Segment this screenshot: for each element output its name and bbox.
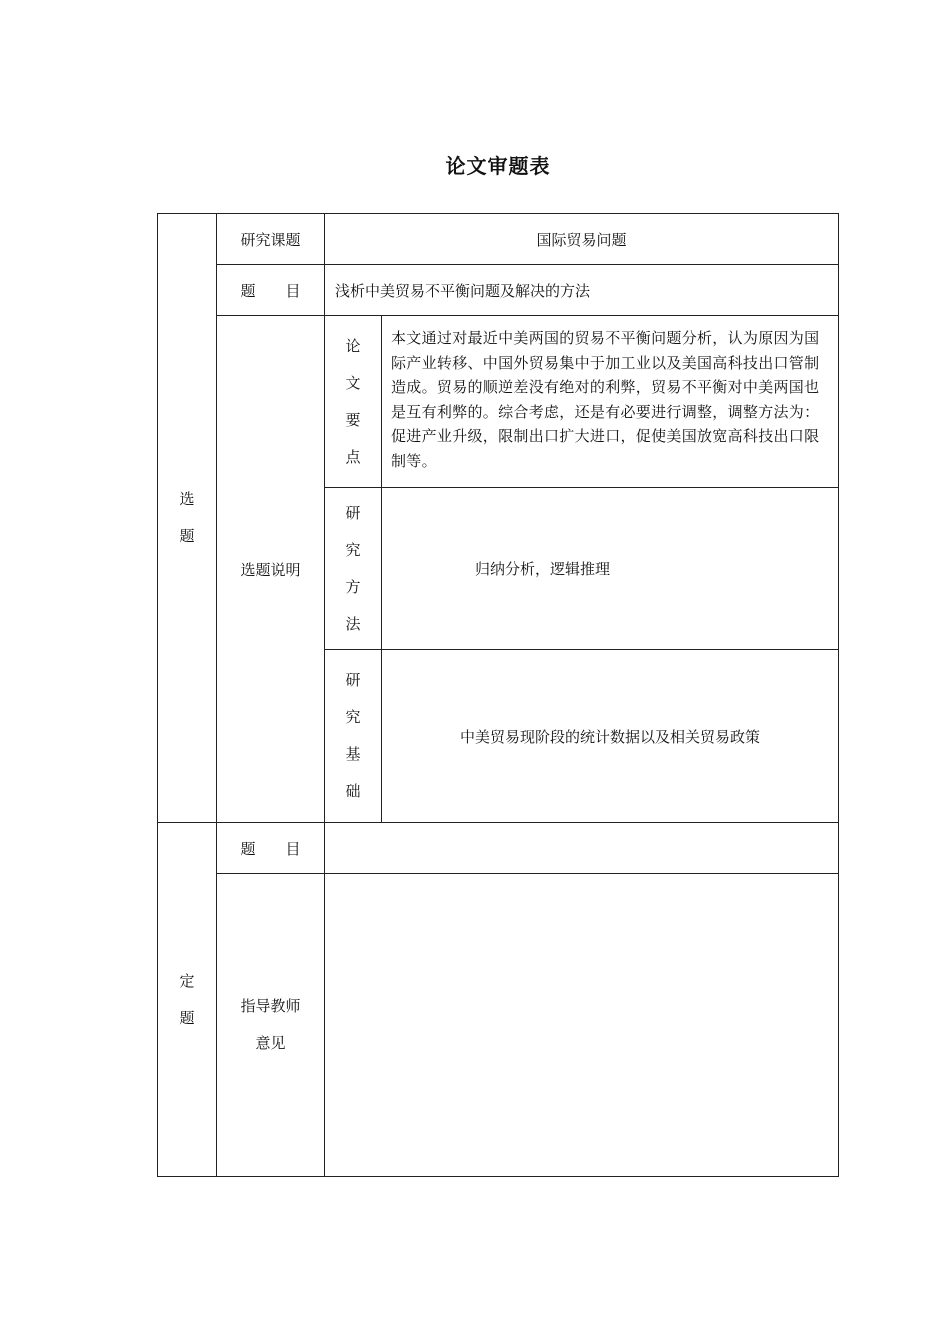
research-topic-row (158, 214, 839, 265)
advisor-label-line2: 意见 (255, 1034, 286, 1052)
final-subject-value (325, 823, 839, 874)
method-label-cell (325, 488, 382, 650)
advisor-opinion-value (325, 874, 839, 1177)
advisor-label-line1: 指导教师 (240, 997, 301, 1015)
subject-value: 浅析中美贸易不平衡问题及解决的方法 (325, 265, 839, 316)
research-topic-value: 国际贸易问题 (325, 214, 839, 265)
basis-label-cell (325, 650, 382, 823)
subject-row (158, 265, 839, 316)
review-form-table (157, 213, 839, 1177)
method-label: 研究方法 (345, 503, 361, 633)
page-title: 论文审题表 (445, 154, 551, 178)
basis-value: 中美贸易现阶段的统计数据以及相关贸易政策 (382, 650, 839, 823)
key-points-label: 论文要点 (345, 336, 361, 466)
key-points-label-cell (325, 316, 382, 488)
research-topic-label: 研究课题 (217, 214, 325, 265)
key-points-row (158, 316, 839, 488)
method-value: 归纳分析，逻辑推理 (382, 488, 839, 650)
basis-label: 研究基础 (345, 671, 361, 800)
advisor-opinion-label-cell (217, 874, 325, 1177)
selection-section-cell (158, 214, 217, 823)
final-subject-label: 题 目 (217, 823, 325, 874)
subject-label: 题 目 (217, 265, 325, 316)
final-section-cell (158, 823, 217, 1177)
final-section-label: 定题 (179, 971, 195, 1027)
key-points-value: 本文通过对最近中美两国的贸易不平衡问题分析，认为原因为国际产业转移、中国外贸易集中于加工业以及美国高科技出口管制造成。贸易的顺逆差没有绝对的利弊，贸易不平衡对中美两国也是互有利弊的。综合考虑，还是有必要进行调整，调整方法为：促进产业升级，限制出口扩大进口，促使美国放宽高科技出口限制等。 (382, 316, 839, 488)
advisor-opinion-row (158, 874, 839, 1177)
selection-section-label: 选题 (179, 490, 195, 545)
final-subject-row (158, 823, 839, 874)
explanation-label: 选题说明 (217, 316, 325, 823)
